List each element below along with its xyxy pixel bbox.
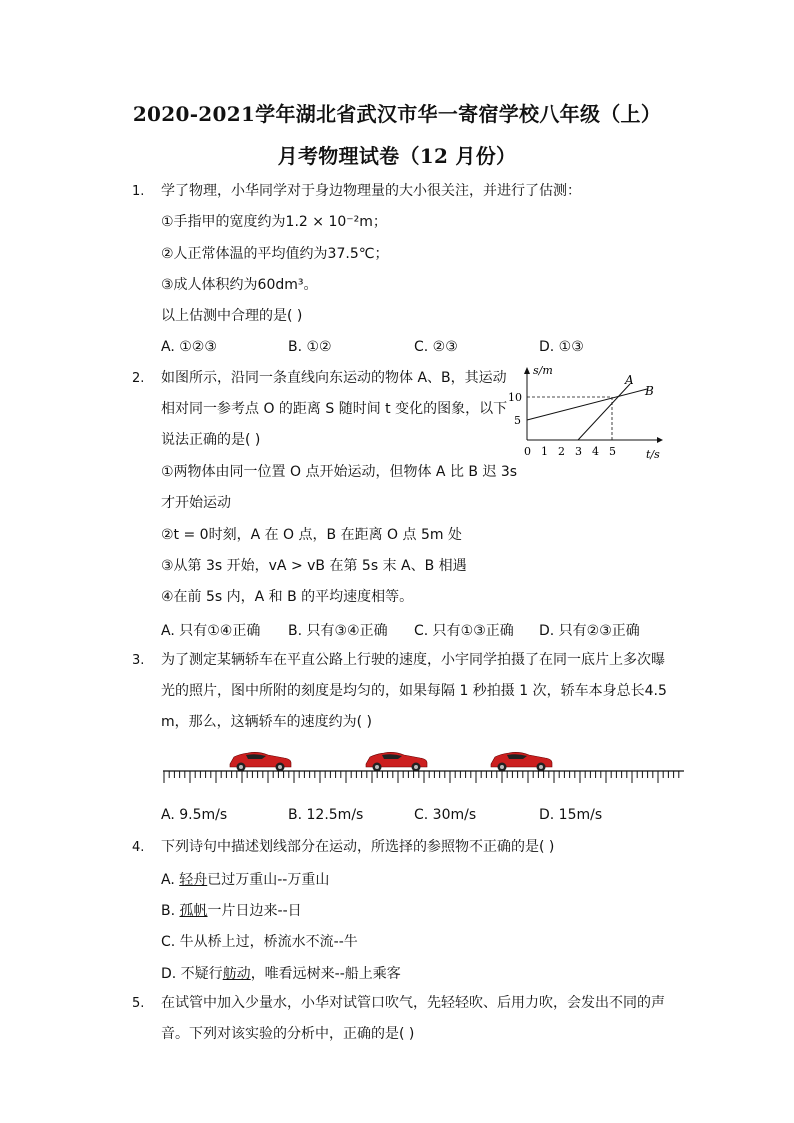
question-2-option-d[interactable]: D. 只有②③正确 — [539, 623, 640, 639]
question-1-item-2: ②人正常体温的平均值约为37.5℃； — [161, 246, 389, 262]
exam-title-line1: 2020-2021学年湖北省武汉市华一寄宿学校八年级（上） — [132, 102, 662, 126]
x-tick-4: 4 — [592, 445, 599, 458]
question-2-option-c[interactable]: C. 只有①③正确 — [414, 623, 514, 639]
option-a-underlined: 轻舟 — [179, 872, 208, 888]
question-5-number: 5. — [132, 996, 145, 1011]
question-1-option-a[interactable]: A. ①②③ — [161, 339, 217, 355]
question-2-line-2: 相对同一参考点 O 的距离 S 随时间 t 变化的图象，以下 — [161, 401, 508, 417]
question-3-option-c[interactable]: C. 30m/s — [414, 807, 477, 823]
question-2-line-6: ②t = 0时刻，A 在 O 点，B 在距离 O 点 5m 处 — [161, 527, 462, 543]
question-4-number: 4. — [132, 840, 145, 855]
x-axis-label: t/s — [646, 448, 660, 461]
y-tick-10: 10 — [508, 391, 522, 404]
question-2-option-a[interactable]: A. 只有①④正确 — [161, 623, 261, 639]
question-2-line-7: ③从第 3s 开始，vA > vB 在第 5s 末 A、B 相遇 — [161, 558, 467, 574]
option-b-prefix: B. — [161, 903, 180, 919]
exam-title-line2: 月考物理试卷（12 月份） — [277, 144, 517, 168]
car-2-icon — [366, 752, 427, 771]
label-a: A — [625, 373, 634, 387]
question-1-item-3: ③成人体积约为60dm³。 — [161, 277, 318, 293]
question-3-car-ruler-figure — [160, 742, 690, 790]
option-a-prefix: A. — [161, 872, 180, 888]
option-b-underlined: 孤帆 — [179, 903, 208, 919]
y-tick-5: 5 — [514, 414, 521, 427]
question-1-option-c[interactable]: C. ②③ — [414, 339, 458, 355]
question-2-number: 2. — [132, 371, 145, 386]
question-5-line-2: 音。下列对该实验的分析中，正确的是( ) — [161, 1026, 415, 1042]
option-d-rest: ，唯看远树来--船上乘客 — [250, 966, 401, 982]
line-b — [527, 389, 647, 420]
x-tick-1: 1 — [541, 445, 548, 458]
question-2-line-5: 才开始运动 — [161, 495, 231, 511]
x-tick-0: 0 — [524, 445, 531, 458]
question-3-line-2: 光的照片，图中所附的刻度是均匀的，如果每隔 1 秒拍摄 1 次，轿车本身总长4.5 — [161, 683, 667, 699]
x-tick-5: 5 — [609, 445, 616, 458]
question-3-line-3: m，那么，这辆轿车的速度约为( ) — [161, 714, 373, 730]
question-4-option-c[interactable]: C. 牛从桥上过，桥流水不流--牛 — [161, 934, 358, 950]
question-1-number: 1. — [132, 184, 145, 199]
line-a — [578, 384, 630, 440]
question-3-option-b[interactable]: B. 12.5m/s — [288, 807, 364, 823]
question-3-line-1: 为了测定某辆轿车在平直公路上行驶的速度，小宇同学拍摄了在同一底片上多次曝 — [161, 652, 665, 668]
question-2-option-b[interactable]: B. 只有③④正确 — [288, 623, 388, 639]
question-4-stem: 下列诗句中描述划线部分在运动，所选择的参照物不正确的是( ) — [161, 839, 555, 855]
y-axis-label: s/m — [533, 364, 553, 377]
question-5-line-1: 在试管中加入少量水，小华对试管口吹气，先轻轻吹、后用力吹，会发出不同的声 — [161, 995, 665, 1011]
question-4-option-a[interactable] — [161, 869, 329, 889]
option-b-rest: 一片日边来--日 — [207, 903, 302, 919]
question-4-option-b[interactable] — [161, 900, 302, 920]
question-1-option-d[interactable]: D. ①③ — [539, 339, 584, 355]
option-d-underlined: 舫动 — [222, 966, 251, 982]
label-b: B — [645, 384, 654, 398]
question-2-line-3: 说法正确的是( ) — [161, 432, 261, 448]
x-axis-arrow — [657, 437, 663, 443]
question-1-ask: 以上估测中合理的是( ) — [161, 308, 303, 324]
y-axis-arrow — [524, 367, 530, 374]
question-1-stem: 学了物理，小华同学对于身边物理量的大小很关注，并进行了估测： — [161, 183, 581, 199]
ruler-ticks — [164, 771, 679, 783]
option-d-prefix: D. 不疑行 — [161, 966, 223, 982]
car-3-icon — [491, 752, 552, 771]
x-tick-2: 2 — [558, 445, 565, 458]
question-2-line-1: 如图所示，沿同一条直线向东运动的物体 A、B，其运动 — [161, 370, 507, 386]
question-2-line-4: ①两物体由同一位置 O 点开始运动，但物体 A 比 B 迟 3s — [161, 464, 518, 480]
question-1-option-b[interactable]: B. ①② — [288, 339, 332, 355]
option-a-rest: 已过万重山--万重山 — [207, 872, 330, 888]
question-3-option-d[interactable]: D. 15m/s — [539, 807, 603, 823]
question-3-option-a[interactable]: A. 9.5m/s — [161, 807, 228, 823]
question-2-st-graph — [505, 362, 675, 462]
car-1-icon — [230, 752, 291, 771]
question-3-number: 3. — [132, 653, 145, 668]
question-4-option-d[interactable] — [161, 963, 401, 983]
question-2-line-8: ④在前 5s 内，A 和 B 的平均速度相等。 — [161, 589, 414, 605]
question-1-item-1: ①手指甲的宽度约为1.2 × 10⁻²m； — [161, 214, 387, 230]
x-tick-3: 3 — [575, 445, 582, 458]
